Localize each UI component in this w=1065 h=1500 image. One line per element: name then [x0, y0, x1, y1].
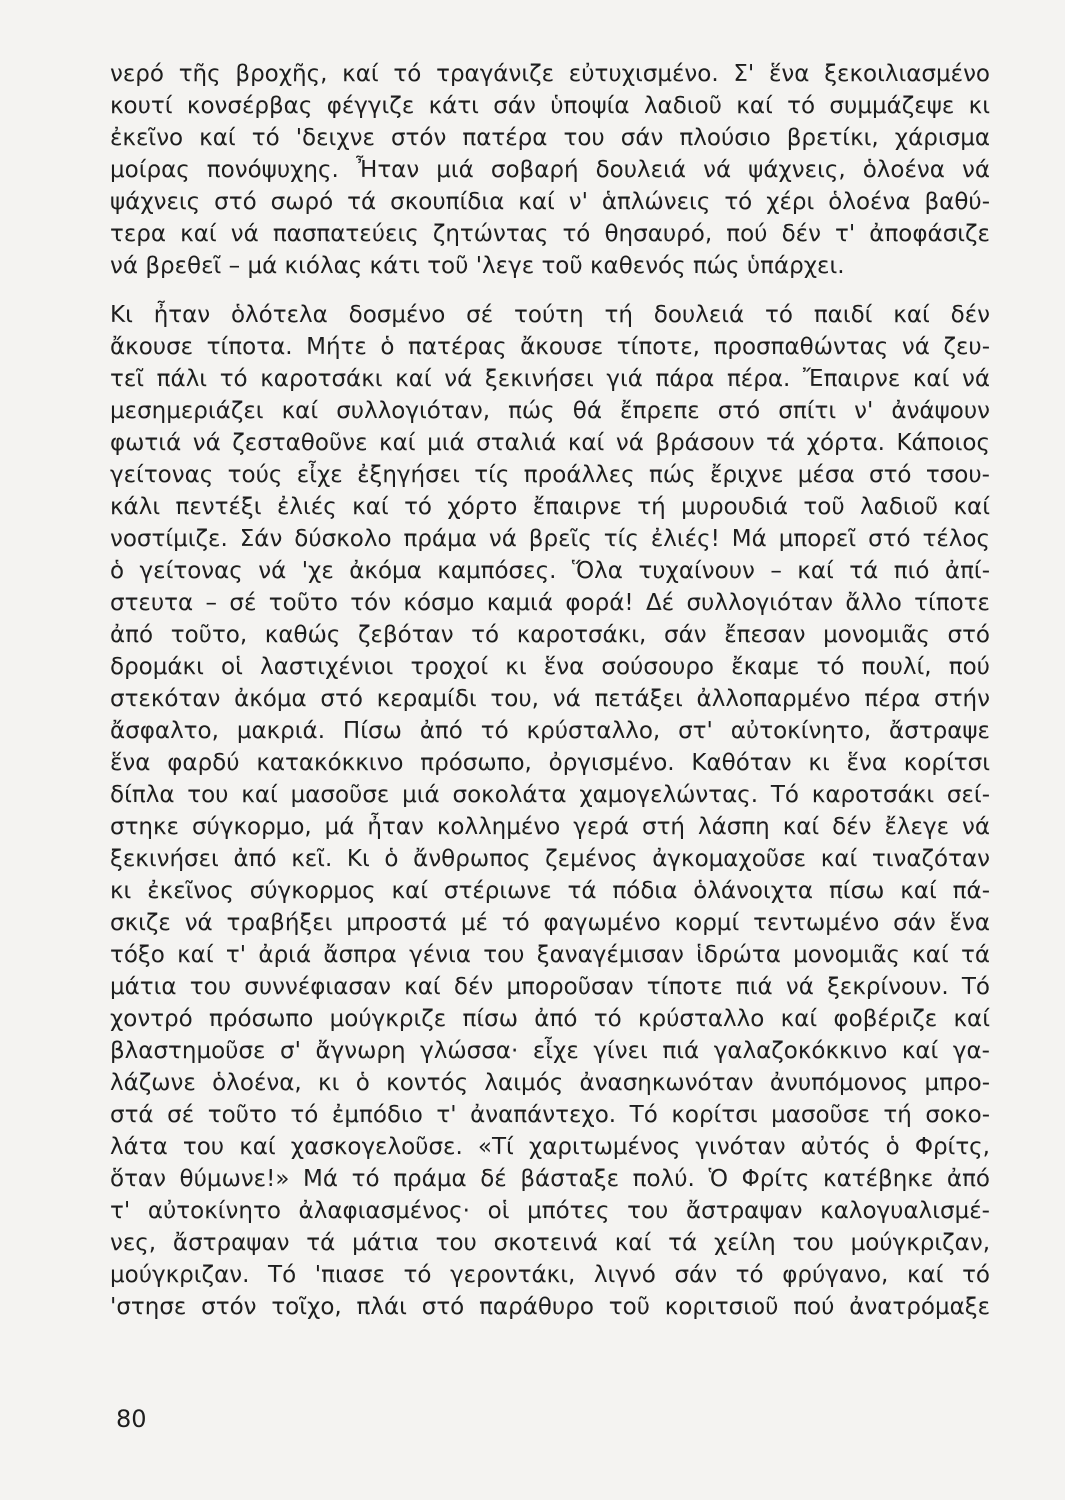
text-line: νες, ἄστραψαν τά μάτια του σκοτεινά καί τά χείλη του μούγκριζαν,: [110, 1230, 990, 1256]
text-line: τερα καί νά πασπατεύεις ζητώντας τό θησαυρό, πού δέν τ' ἀποφάσιζε: [110, 221, 990, 247]
page-body: [110, 58, 990, 1323]
paragraph-2: [110, 299, 990, 1323]
text-line: ἄκουσε τίποτα. Μήτε ὁ πατέρας ἄκουσε τίποτε, προσπαθώντας νά ζευ-: [110, 334, 990, 360]
text-line: ἄσφαλτο, μακριά. Πίσω ἀπό τό κρύσταλλο, στ' αὐτοκίνητο, ἄστραψε: [110, 718, 990, 744]
text-line: γείτονας τούς εἶχε ἐξηγήσει τίς προάλλες πώς ἔριχνε μέσα στό τσου-: [110, 462, 990, 488]
text-line: δίπλα του καί μασοῦσε μιά σοκολάτα χαμογελώντας. Τό καροτσάκι σεί-: [110, 782, 990, 808]
text-line: μοίρας πονόψυχης. Ἦταν μιά σοβαρή δουλειά νά ψάχνεις, ὁλοένα νά: [110, 157, 990, 183]
page-number: 80: [116, 1405, 147, 1433]
text-line: κι ἐκεῖνος σύγκορμος καί στέριωνε τά πόδια ὁλάνοιχτα πίσω καί πά-: [110, 878, 990, 904]
text-line: δρομάκι οἱ λαστιχένιοι τροχοί κι ἕνα σούσουρο ἔκαμε τό πουλί, πού: [110, 654, 990, 680]
text-line: λάτα του καί χασκογελοῦσε. «Τί χαριτωμένος γινόταν αὐτός ὁ Φρίτς,: [110, 1134, 990, 1160]
text-line: τεῖ πάλι τό καροτσάκι καί νά ξεκινήσει γιά πάρα πέρα. Ἔπαιρνε καί νά: [110, 366, 990, 392]
text-line: μάτια του συννέφιασαν καί δέν μποροῦσαν τίποτε πιά νά ξεκρίνουν. Τό: [110, 974, 990, 1000]
text-line: ψάχνεις στό σωρό τά σκουπίδια καί ν' ἁπλώνεις τό χέρι ὁλοένα βαθύ-: [110, 189, 990, 215]
text-line: τόξο καί τ' ἀριά ἄσπρα γένια του ξαναγέμισαν ἱδρώτα μονομιᾶς καί τά: [110, 942, 990, 968]
paragraph-gap: [110, 282, 990, 299]
paragraph-1: [110, 58, 990, 282]
text-line: ξεκινήσει ἀπό κεῖ. Κι ὁ ἄνθρωπος ζεμένος ἀγκομαχοῦσε καί τιναζόταν: [110, 846, 990, 872]
text-line: ὅταν θύμωνε!» Μά τό πράμα δέ βάσταξε πολύ. Ὁ Φρίτς κατέβηκε ἀπό: [110, 1166, 990, 1192]
text-line: ὁ γείτονας νά 'χε ἀκόμα καμπόσες. Ὅλα τυχαίνουν – καί τά πιό ἀπί-: [110, 558, 990, 584]
text-line: σκιζε νά τραβήξει μπροστά μέ τό φαγωμένο κορμί τεντωμένο σάν ἕνα: [110, 910, 990, 936]
text-line: βλαστημοῦσε σ' ἄγνωρη γλώσσα· εἶχε γίνει πιά γαλαζοκόκκινο καί γα-: [110, 1038, 990, 1064]
text-line: τ' αὐτοκίνητο ἀλαφιασμένος· οἱ μπότες του ἄστραψαν καλογυαλισμέ-: [110, 1198, 990, 1224]
text-line: ἀπό τοῦτο, καθώς ζεβόταν τό καροτσάκι, σάν ἔπεσαν μονομιᾶς στό: [110, 622, 990, 648]
text-line: ἐκεῖνο καί τό 'δειχνε στόν πατέρα του σάν πλούσιο βρετίκι, χάρισμα: [110, 125, 990, 151]
text-line: λάζωνε ὁλοένα, κι ὁ κοντός λαιμός ἀνασηκωνόταν ἀνυπόμονος μπρο-: [110, 1070, 990, 1096]
text-line: στηκε σύγκορμο, μά ἦταν κολλημένο γερά στή λάσπη καί δέν ἔλεγε νά: [110, 814, 990, 840]
text-line: νερό τῆς βροχῆς, καί τό τραγάνιζε εὐτυχισμένο. Σ' ἕνα ξεκοιλιασμένο: [110, 61, 990, 87]
text-line: στεκόταν ἀκόμα στό κεραμίδι του, νά πετάξει ἀλλοπαρμένο πέρα στήν: [110, 686, 990, 712]
text-line: στευτα – σέ τοῦτο τόν κόσμο καμιά φορά! Δέ συλλογιόταν ἄλλο τίποτε: [110, 590, 990, 616]
text-line: κάλι πεντέξι ἐλιές καί τό χόρτο ἔπαιρνε τή μυρουδιά τοῦ λαδιοῦ καί: [110, 494, 990, 520]
text-line: μούγκριζαν. Τό 'πιασε τό γεροντάκι, λιγνό σάν τό φρύγανο, καί τό: [110, 1262, 990, 1288]
text-line: φωτιά νά ζεσταθοῦνε καί μιά σταλιά καί νά βράσουν τά χόρτα. Κάποιος: [110, 430, 990, 456]
text-line: ἕνα φαρδύ κατακόκκινο πρόσωπο, ὀργισμένο. Καθόταν κι ἕνα κορίτσι: [110, 750, 990, 776]
text-line: στά σέ τοῦτο τό ἐμπόδιο τ' ἀναπάντεχο. Τό κορίτσι μασοῦσε τή σοκο-: [110, 1102, 990, 1128]
text-line: χοντρό πρόσωπο μούγκριζε πίσω ἀπό τό κρύσταλλο καί φοβέριζε καί: [110, 1006, 990, 1032]
text-line: 'στησε στόν τοῖχο, πλάι στό παράθυρο τοῦ κοριτσιοῦ πού ἀνατρόμαξε: [110, 1294, 990, 1320]
text-line: μεσημεριάζει καί συλλογιόταν, πώς θά ἔπρεπε στό σπίτι ν' ἀνάψουν: [110, 398, 990, 424]
text-line: Κι ἦταν ὁλότελα δοσμένο σέ τούτη τή δουλειά τό παιδί καί δέν: [110, 302, 990, 328]
text-line: κουτί κονσέρβας φέγγιζε κάτι σάν ὑποψία λαδιοῦ καί τό συμμάζεψε κι: [110, 93, 990, 119]
text-line: νά βρεθεῖ – μά κιόλας κάτι τοῦ 'λεγε τοῦ καθενός πώς ὑπάρχει.: [110, 253, 845, 279]
text-line: νοστίμιζε. Σάν δύσκολο πράμα νά βρεῖς τίς ἐλιές! Μά μπορεῖ στό τέλος: [110, 526, 990, 552]
